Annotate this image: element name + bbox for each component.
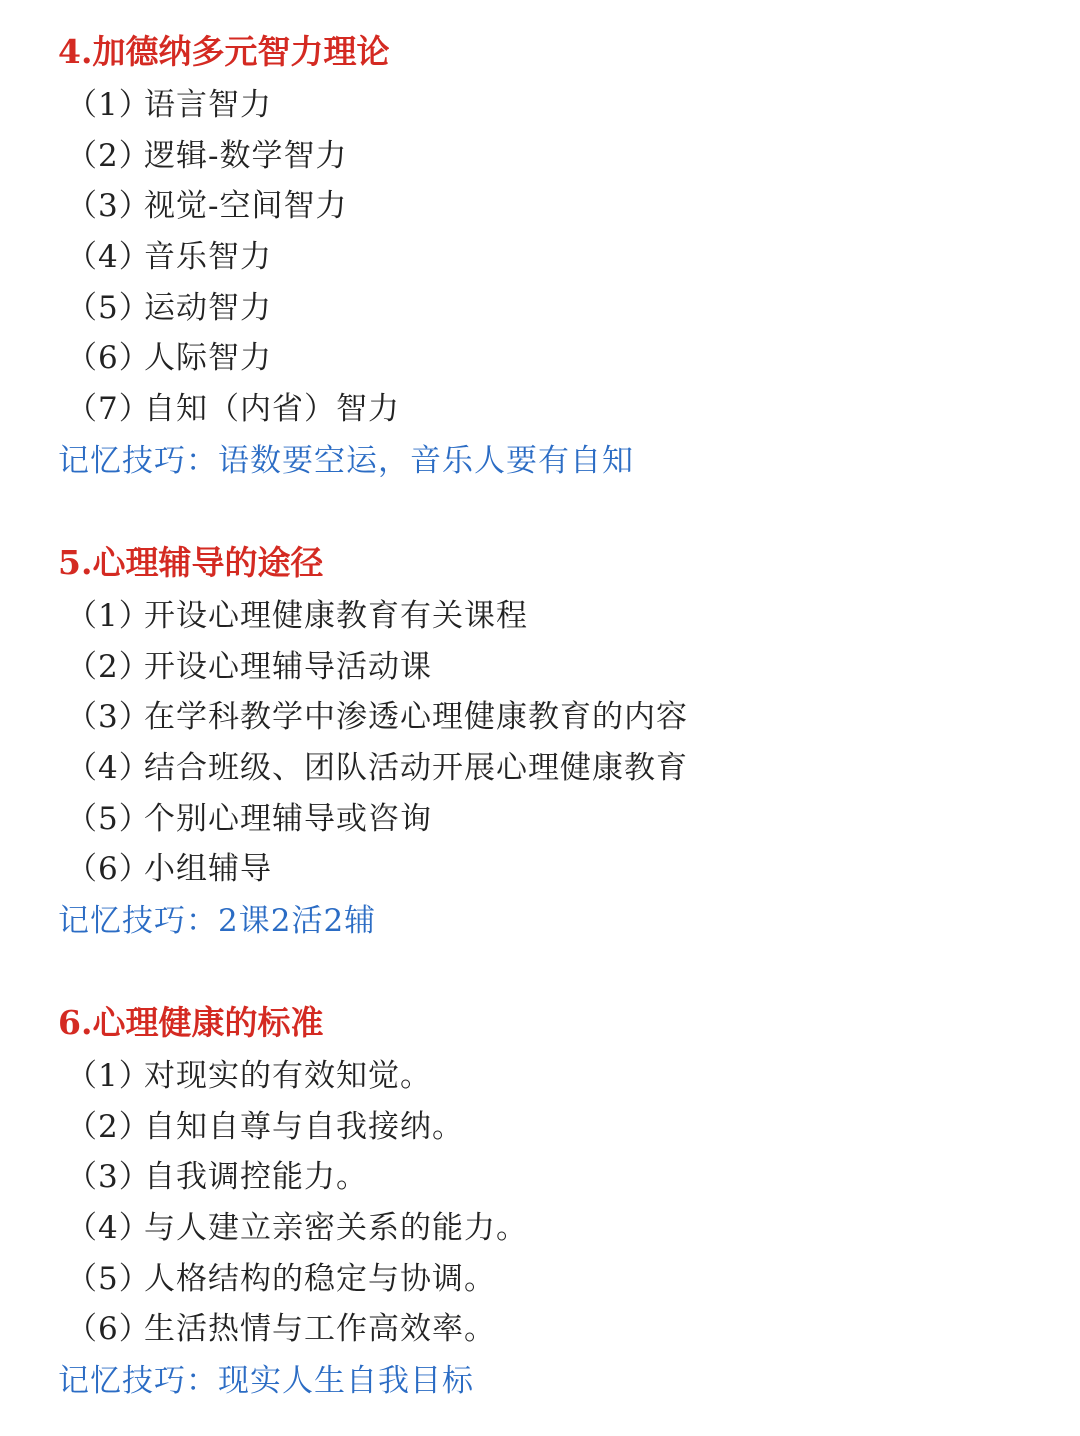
list-item <box>0 591 1080 642</box>
list-item <box>0 283 1080 334</box>
list-item <box>0 384 1080 435</box>
memory-tip: 记忆技巧：2课2活2辅 <box>58 903 377 940</box>
section-gardner-multiple-intelligences <box>0 24 1080 487</box>
item-text: 在学科教学中渗透心理健康教育的内容 <box>144 699 688 736</box>
item-text: 对现实的有效知觉。 <box>144 1058 432 1094</box>
item-text: 开设心理健康教育有关课程 <box>144 598 528 634</box>
item-number: （7） <box>66 391 151 428</box>
item-number: （4） <box>66 239 151 276</box>
section-counseling-approaches <box>0 535 1080 947</box>
item-text: 逻辑-数学智力 <box>144 137 348 174</box>
section-heading: 5.心理辅导的途径 <box>58 543 324 582</box>
list-item <box>0 232 1080 283</box>
item-number: （1） <box>66 598 151 634</box>
item-number: （2） <box>66 137 151 174</box>
list-item <box>0 642 1080 693</box>
item-text: 人格结构的稳定与协调。 <box>144 1260 496 1297</box>
memory-tip: 记忆技巧：语数要空运，音乐人要有自知 <box>58 442 634 479</box>
item-list <box>0 1051 1080 1355</box>
item-number: （6） <box>66 340 151 377</box>
item-number: （4） <box>66 750 151 787</box>
item-text: 语言智力 <box>144 87 272 123</box>
list-item <box>0 1102 1080 1153</box>
list-item <box>0 181 1080 232</box>
item-list <box>0 80 1080 435</box>
list-item <box>0 80 1080 131</box>
list-item <box>0 1152 1080 1203</box>
item-number: （1） <box>66 1058 151 1094</box>
item-text: 自知（内省）智力 <box>144 391 400 428</box>
item-text: 自我调控能力。 <box>144 1159 368 1196</box>
list-item <box>0 794 1080 845</box>
item-text: 视觉-空间智力 <box>144 188 348 225</box>
section-heading: 6.心理健康的标准 <box>58 1003 324 1042</box>
item-number: （2） <box>66 1108 151 1145</box>
list-item <box>0 1304 1080 1355</box>
item-text: 与人建立亲密关系的能力。 <box>144 1210 528 1247</box>
item-number: （5） <box>66 289 151 326</box>
item-text: 小组辅导 <box>144 851 272 888</box>
item-text: 音乐智力 <box>144 239 272 276</box>
list-item <box>0 1203 1080 1254</box>
list-item <box>0 333 1080 384</box>
item-number: （2） <box>66 648 151 685</box>
list-item <box>0 844 1080 895</box>
item-number: （1） <box>66 87 151 123</box>
list-item <box>0 131 1080 182</box>
list-item <box>0 1254 1080 1305</box>
item-list <box>0 591 1080 895</box>
list-item <box>0 1051 1080 1102</box>
item-text: 人际智力 <box>144 340 272 377</box>
item-number: （4） <box>66 1210 151 1247</box>
section-mental-health-criteria <box>0 995 1080 1407</box>
list-item <box>0 743 1080 794</box>
item-text: 个别心理辅导或咨询 <box>144 800 432 837</box>
item-number: （3） <box>66 699 151 736</box>
item-number: （5） <box>66 1260 151 1297</box>
item-text: 开设心理辅导活动课 <box>144 648 432 685</box>
item-text: 生活热情与工作高效率。 <box>144 1311 496 1348</box>
item-text: 运动智力 <box>144 289 272 326</box>
item-text: 自知自尊与自我接纳。 <box>144 1108 464 1145</box>
item-number: （3） <box>66 1159 151 1196</box>
item-number: （6） <box>66 851 151 888</box>
item-number: （3） <box>66 188 151 225</box>
list-item <box>0 692 1080 743</box>
item-text: 结合班级、团队活动开展心理健康教育 <box>144 750 688 787</box>
memory-tip: 记忆技巧：现实人生自我目标 <box>58 1363 474 1400</box>
item-number: （6） <box>66 1311 151 1348</box>
section-heading: 4.加德纳多元智力理论 <box>58 32 390 71</box>
item-number: （5） <box>66 800 151 837</box>
